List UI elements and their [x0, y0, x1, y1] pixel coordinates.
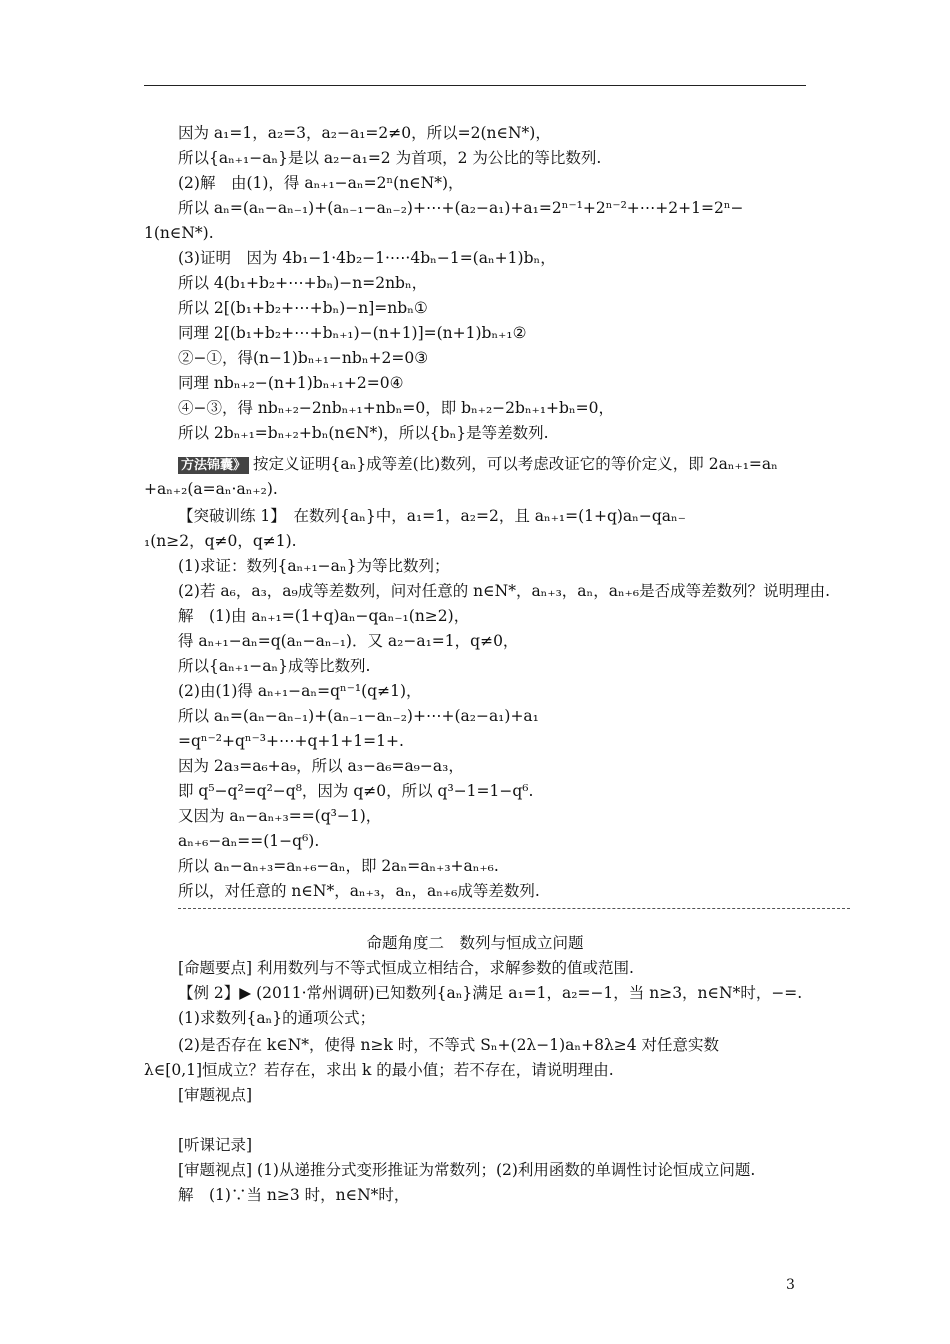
text-line: +aₙ₊₂(a=aₙ·aₙ₊₂). [144, 480, 278, 498]
text-line: 1(n∈N*). [144, 224, 214, 242]
text-line: 得 aₙ₊₁−aₙ=q(aₙ−aₙ₋₁)．又 a₂−a₁=1，q≠0， [178, 632, 519, 650]
text-line: (3)证明 因为 4b₁−1·4b₂−1·⋯·4bₙ−1=(aₙ+1)bₙ， [178, 249, 556, 267]
text-line: (2)由(1)得 aₙ₊₁−aₙ=qⁿ⁻¹(q≠1)， [178, 682, 422, 700]
header-rule [144, 85, 806, 86]
text-line: 即 q⁵−q²=q²−q⁸，因为 q≠0，所以 q³−1=1−q⁶. [178, 782, 534, 800]
text-line: (2)是否存在 k∈N*，使得 n≥k 时，不等式 Sₙ+(2λ−1)aₙ+8λ≥4 对任意实数 [178, 1036, 720, 1054]
text-line: 所以{aₙ₊₁−aₙ}是以 a₂−a₁=2 为首项，2 为公比的等比数列. [178, 149, 602, 167]
text-line: (2)若 a₆，a₃，a₉成等差数列，问对任意的 n∈N*，aₙ₊₃，aₙ，aₙ₊₆是否成等差数列？说明理由. [178, 582, 831, 600]
text-line: 同理 2[(b₁+b₂+⋯+bₙ₊₁)−(n+1)]=(n+1)bₙ₊₁② [178, 324, 527, 342]
text-line: aₙ₊₆−aₙ==(1−q⁶). [178, 832, 320, 850]
text-line: 所以 2[(b₁+b₂+⋯+bₙ)−n]=nbₙ① [178, 299, 428, 317]
text-line: ②−①，得(n−1)bₙ₊₁−nbₙ+2=0③ [178, 349, 429, 367]
method-tip-text: 按定义证明{aₙ}成等差(比)数列，可以考虑改证它的等价定义，即 2aₙ₊₁=aₙ [253, 455, 778, 473]
text-line: (1)求证：数列{aₙ₊₁−aₙ}为等比数列； [178, 557, 450, 575]
text-line: [审题视点] (1)从递推分式变形推证为常数列；(2)利用函数的单调性讨论恒成立问题. [178, 1161, 756, 1179]
text-line: (1)求数列{aₙ}的通项公式； [178, 1009, 376, 1027]
text-line: 同理 nbₙ₊₂−(n+1)bₙ₊₁+2=0④ [178, 374, 404, 392]
text-line: 所以 aₙ−aₙ₊₃=aₙ₊₆−aₙ，即 2aₙ=aₙ₊₃+aₙ₊₆. [178, 857, 499, 875]
text-line: 又因为 aₙ−aₙ₊₃==(q³−1)， [178, 807, 382, 825]
section-title: 命题角度二 数列与恒成立问题 [366, 934, 584, 952]
text-line: [听课记录] [178, 1136, 253, 1154]
page-number: 3 [786, 1277, 795, 1293]
text-line: 解 (1)由 aₙ₊₁=(1+q)aₙ−qaₙ₋₁(n≥2)， [178, 607, 470, 625]
text-line: 因为 2a₃=a₆+a₉，所以 a₃−a₆=a₉−a₃， [178, 757, 464, 775]
method-tag: 方法锦囊》 [178, 457, 249, 474]
text-line: (2)解 由(1)，得 aₙ₊₁−aₙ=2ⁿ(n∈N*)， [178, 174, 464, 192]
text-line: 所以 aₙ=(aₙ−aₙ₋₁)+(aₙ₋₁−aₙ₋₂)+⋯+(a₂−a₁)+a₁ [178, 707, 539, 725]
text-line: ④−③，得 nbₙ₊₂−2nbₙ₊₁+nbₙ=0，即 bₙ₊₂−2bₙ₊₁+bₙ=0， [178, 399, 615, 417]
text-line: =qⁿ⁻²+qⁿ⁻³+⋯+q+1+1=1+. [178, 732, 404, 750]
text-line: ₁(n≥2，q≠0，q≠1). [144, 532, 297, 550]
text-line: 所以 4(b₁+b₂+⋯+bₙ)−n=2nbₙ， [178, 274, 428, 292]
text-line: [命题要点] 利用数列与不等式恒成立相结合，求解参数的值或范围. [178, 959, 634, 977]
text-line: 所以，对任意的 n∈N*，aₙ₊₃，aₙ，aₙ₊₆成等差数列. [178, 882, 540, 900]
text-line: 所以 aₙ=(aₙ−aₙ₋₁)+(aₙ₋₁−aₙ₋₂)+⋯+(a₂−a₁)+a₁=2ⁿ⁻¹+2ⁿ⁻²+⋯+2+1=2ⁿ− [178, 199, 744, 217]
text-line: λ∈[0,1]恒成立？若存在，求出 k 的最小值；若不存在，请说明理由. [144, 1061, 614, 1079]
text-line: 所以 2bₙ₊₁=bₙ₊₂+bₙ(n∈N*)，所以{bₙ}是等差数列. [178, 424, 549, 442]
text-line: 【突破训练 1】 在数列{aₙ}中，a₁=1，a₂=2，且 aₙ₊₁=(1+q)aₙ−qaₙ₋ [178, 507, 686, 525]
section-divider [178, 908, 850, 909]
text-line: 【例 2】▶ (2011·常州调研)已知数列{aₙ}满足 a₁=1，a₂=−1，当 n≥3，n∈N*时，−=. [178, 984, 803, 1002]
text-line: 因为 a₁=1，a₂=3，a₂−a₁=2≠0，所以=2(n∈N*)， [178, 124, 551, 142]
text-line: [审题视点] [178, 1086, 253, 1104]
text-line: 所以{aₙ₊₁−aₙ}成等比数列. [178, 657, 371, 675]
text-line: 解 (1)∵当 n≥3 时，n∈N*时， [178, 1186, 410, 1204]
method-tip-line [178, 453, 778, 475]
